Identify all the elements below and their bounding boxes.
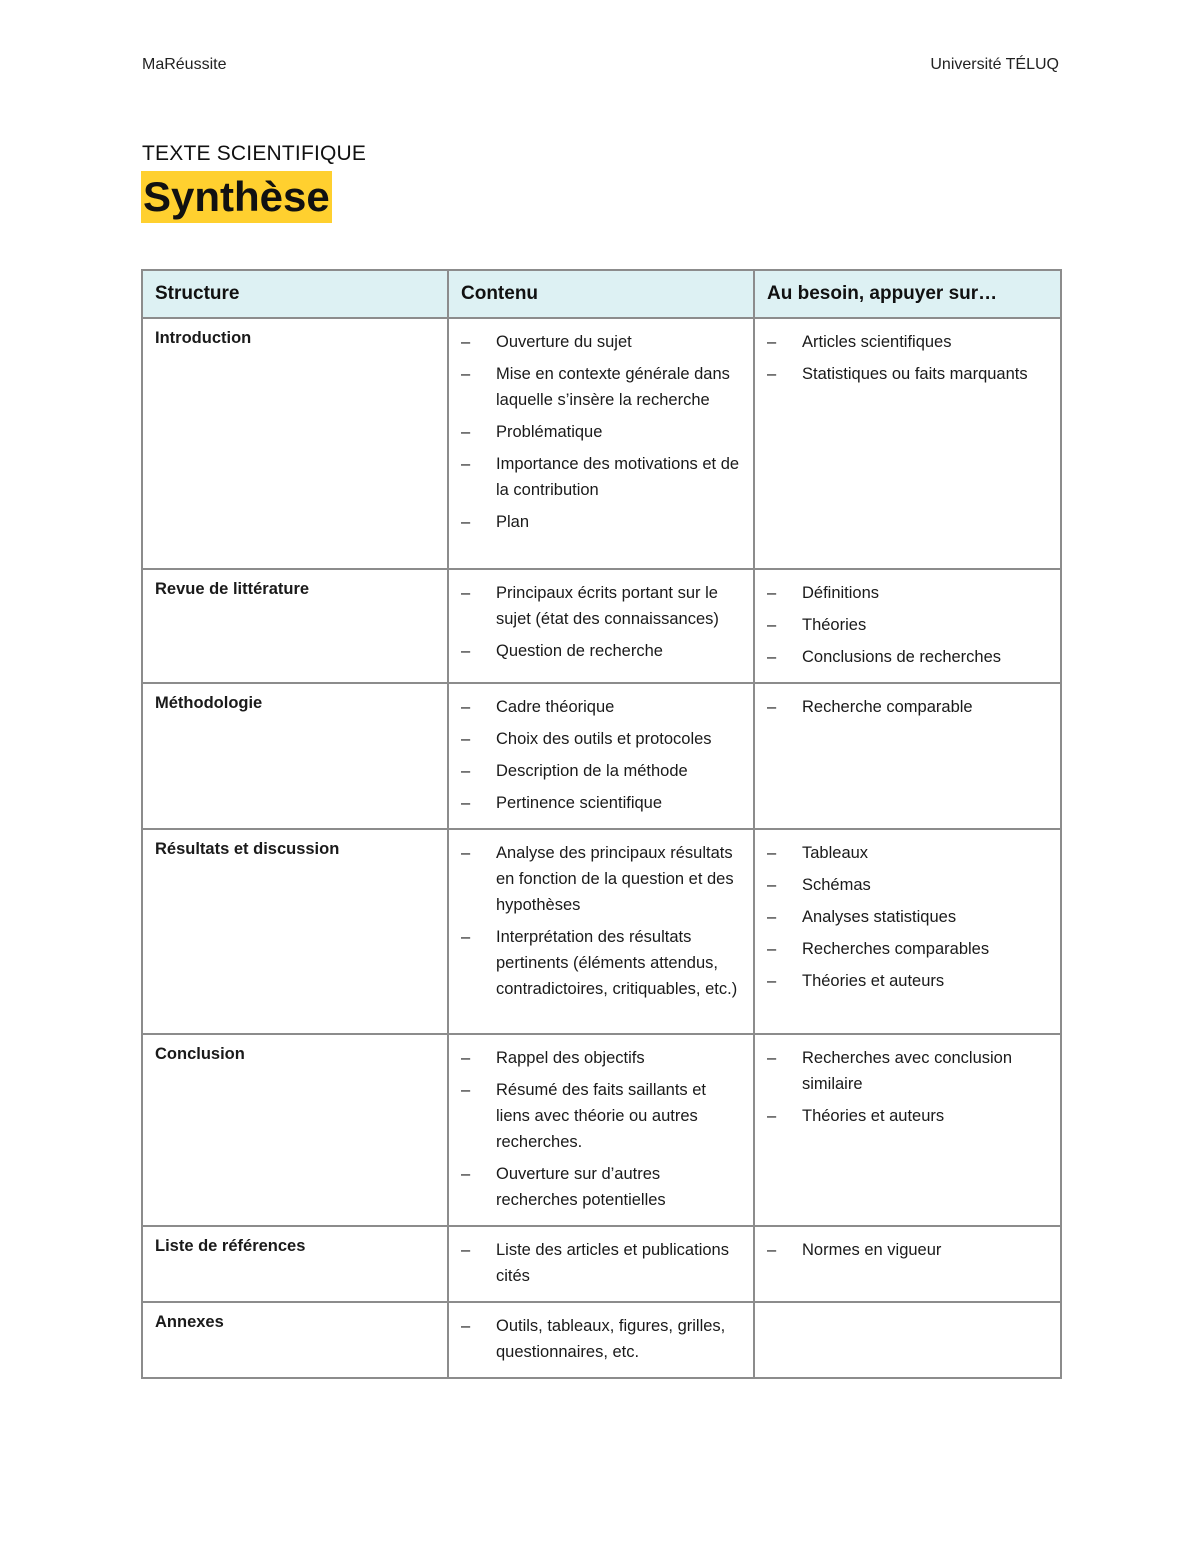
list-item: – Recherches comparables <box>767 936 1048 962</box>
column-header-contenu: Contenu <box>448 270 754 318</box>
list-item: – Définitions <box>767 580 1048 606</box>
list-item: – Théories et auteurs <box>767 968 1048 994</box>
structure-cell: Annexes <box>142 1302 448 1378</box>
list-item: – Normes en vigueur <box>767 1237 1048 1263</box>
appui-list <box>767 1237 1048 1263</box>
list-item: – Théories <box>767 612 1048 638</box>
contenu-list <box>461 329 741 535</box>
structure-cell: Résultats et discussion <box>142 829 448 1034</box>
list-item: – Liste des articles et publications cités <box>461 1237 741 1289</box>
list-item: – Importance des motivations et de la contribution <box>461 451 741 503</box>
list-item: – Ouverture sur d’autres recherches potentielles <box>461 1161 741 1213</box>
appui-list <box>767 694 1048 720</box>
table-row <box>142 1302 1061 1378</box>
list-item: – Analyse des principaux résultats en fonction de la question et des hypothèses <box>461 840 741 918</box>
contenu-cell <box>448 829 754 1034</box>
list-item: – Rappel des objectifs <box>461 1045 741 1071</box>
list-item: – Pertinence scientifique <box>461 790 741 816</box>
list-item: – Principaux écrits portant sur le sujet (état des connaissances) <box>461 580 741 632</box>
contenu-cell <box>448 569 754 683</box>
list-item: – Ouverture du sujet <box>461 329 741 355</box>
list-item: – Interprétation des résultats pertinents (éléments attendus, contradictoires, critiquables, etc.) <box>461 924 741 1002</box>
appui-cell <box>754 1302 1061 1378</box>
table-row <box>142 683 1061 829</box>
list-item: – Outils, tableaux, figures, grilles, questionnaires, etc. <box>461 1313 741 1365</box>
appui-list <box>767 329 1048 387</box>
contenu-list <box>461 840 741 1002</box>
column-header-appui: Au besoin, appuyer sur… <box>754 270 1061 318</box>
header-brand: MaRéussite <box>142 56 227 73</box>
appui-list <box>767 840 1048 994</box>
list-item: – Résumé des faits saillants et liens avec théorie ou autres recherches. <box>461 1077 741 1155</box>
appui-list <box>767 580 1048 670</box>
header-institution: Université TÉLUQ <box>930 56 1059 73</box>
contenu-cell <box>448 683 754 829</box>
structure-cell: Introduction <box>142 318 448 569</box>
list-item: – Mise en contexte générale dans laquelle s’insère la recherche <box>461 361 741 413</box>
contenu-cell <box>448 1226 754 1302</box>
appui-cell <box>754 569 1061 683</box>
table-row <box>142 569 1061 683</box>
list-item: – Recherches avec conclusion similaire <box>767 1045 1048 1097</box>
contenu-list <box>461 694 741 816</box>
appui-cell <box>754 1226 1061 1302</box>
appui-cell <box>754 683 1061 829</box>
structure-cell: Revue de littérature <box>142 569 448 683</box>
contenu-list <box>461 1045 741 1213</box>
structure-cell: Conclusion <box>142 1034 448 1226</box>
table-row <box>142 829 1061 1034</box>
list-item: – Problématique <box>461 419 741 445</box>
contenu-cell <box>448 1034 754 1226</box>
table-header-row <box>142 270 1061 318</box>
appui-cell <box>754 829 1061 1034</box>
list-item: – Choix des outils et protocoles <box>461 726 741 752</box>
document-type: TEXTE SCIENTIFIQUE <box>142 142 367 165</box>
contenu-cell <box>448 1302 754 1378</box>
structure-cell: Méthodologie <box>142 683 448 829</box>
contenu-list <box>461 1237 741 1289</box>
list-item: – Description de la méthode <box>461 758 741 784</box>
appui-list <box>767 1045 1048 1129</box>
table-row <box>142 1226 1061 1302</box>
list-item: – Articles scientifiques <box>767 329 1048 355</box>
appui-cell <box>754 318 1061 569</box>
page-title: Synthèse <box>141 171 332 223</box>
list-item: – Théories et auteurs <box>767 1103 1048 1129</box>
list-item: – Cadre théorique <box>461 694 741 720</box>
list-item: – Question de recherche <box>461 638 741 664</box>
appui-cell <box>754 1034 1061 1226</box>
list-item: – Conclusions de recherches <box>767 644 1048 670</box>
contenu-list <box>461 1313 741 1365</box>
list-item: – Recherche comparable <box>767 694 1048 720</box>
list-item: – Analyses statistiques <box>767 904 1048 930</box>
list-item: – Schémas <box>767 872 1048 898</box>
contenu-cell <box>448 318 754 569</box>
structure-cell: Liste de références <box>142 1226 448 1302</box>
column-header-structure: Structure <box>142 270 448 318</box>
list-item: – Plan <box>461 509 741 535</box>
list-item: – Statistiques ou faits marquants <box>767 361 1048 387</box>
table-row <box>142 318 1061 569</box>
contenu-list <box>461 580 741 664</box>
table-row <box>142 1034 1061 1226</box>
list-item: – Tableaux <box>767 840 1048 866</box>
synthesis-table <box>141 269 1062 1379</box>
